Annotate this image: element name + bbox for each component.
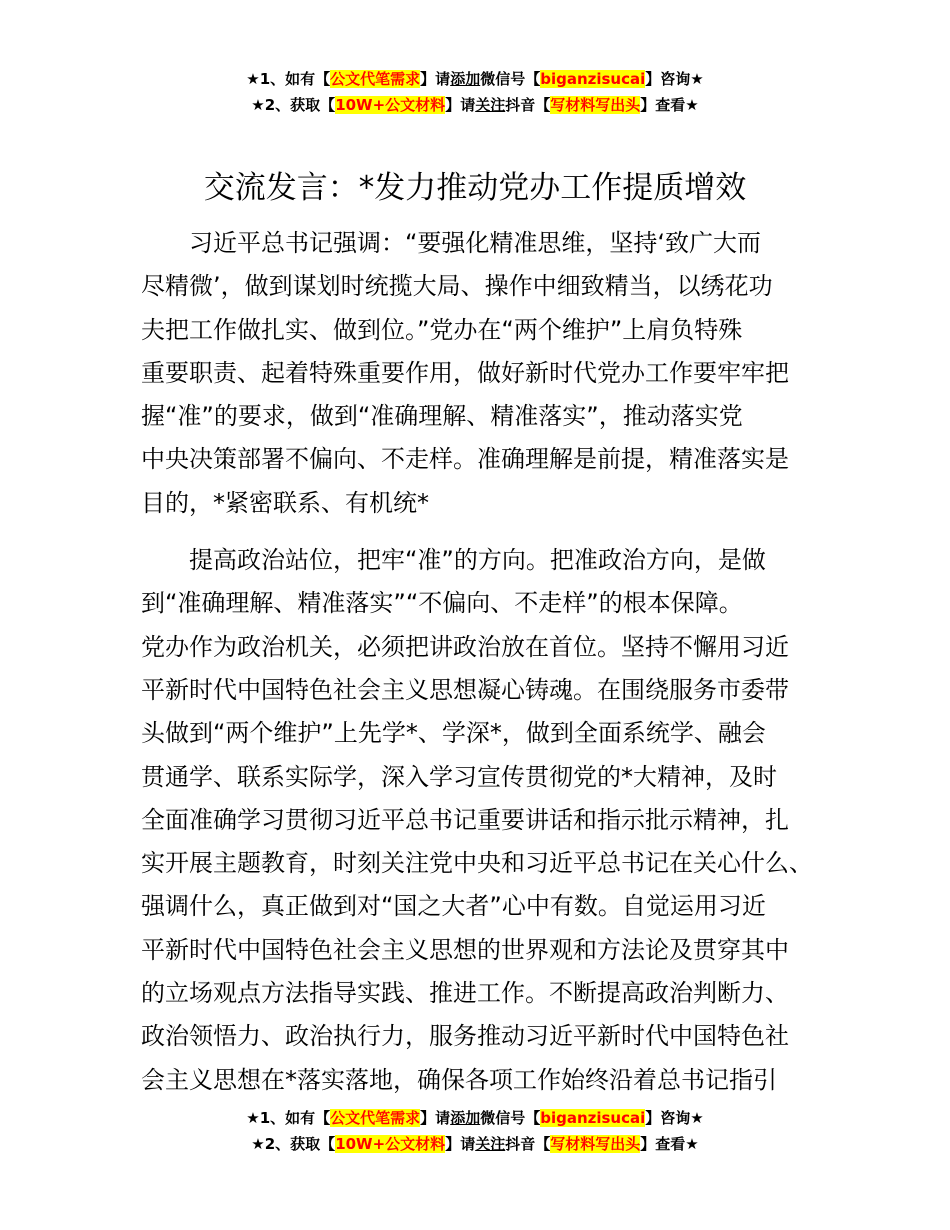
banner-line-2 [0,1131,950,1157]
banner-underlined: 关注 [475,96,506,114]
text-line: 平新时代中国特色社会主义思想的世界观和方法论及贯穿其中 [141,935,789,964]
text-line: 习近平总书记强调：“要强化精准思维，坚持‘致广大而 [189,229,762,257]
banner-highlight: 公文代笔需求 [330,1109,421,1127]
banner-highlight: 写材料写出头 [550,1135,641,1153]
banner-text: 】查看★ [640,1135,699,1153]
text-line: 强调什么，真正做到对“国之大者”心中有数。自觉运用习近 [141,892,766,921]
banner-text: 】请 [420,70,451,88]
banner-highlight: 10W+公文材料 [335,96,446,114]
banner-highlight: 10W+公文材料 [335,1135,446,1153]
text-line: 实开展主题教育，时刻关注党中央和习近平总书记在关心什么、 [141,849,813,878]
banner-text: 】请 [445,1135,476,1153]
text-line: 握“准”的要求，做到“准确理解、精准落实”，推动落实党 [141,402,743,431]
banner-text: ★2、获取【 [251,1135,336,1153]
banner-text: 】查看★ [640,96,699,114]
banner-highlight: 写材料写出头 [550,96,641,114]
text-line: 到“准确理解、精准落实”“不偏向、不走样”的根本保障。 [141,589,743,618]
banner-text: ★2、获取【 [251,96,336,114]
banner-highlight: 公文代笔需求 [330,70,421,88]
banner-text: ★1、如有【 [246,70,331,88]
footer-banner [0,1105,950,1157]
banner-text: 微信号【 [480,70,541,88]
banner-highlight: biganzisucai [540,70,646,88]
text-line: 政治领悟力、政治执行力，服务推动习近平新时代中国特色社 [141,1022,789,1051]
banner-underlined: 关注 [475,1135,506,1153]
text-line: 平新时代中国特色社会主义思想凝心铸魂。在围绕服务市委带 [141,675,789,704]
banner-text: 】请 [445,96,476,114]
banner-underlined: 添加 [450,1109,481,1127]
banner-line-1 [0,66,950,92]
text-line: 的立场观点方法指导实践、推进工作。不断提高政治判断力、 [141,979,789,1008]
text-line: 夫把工作做扎实、做到位。”党办在“两个维护”上肩负特殊 [141,315,743,344]
text-line: 提高政治站位，把牢“准”的方向。把准政治方向，是做 [189,546,766,575]
banner-text: 抖音【 [505,96,551,114]
banner-underlined: 添加 [450,70,481,88]
text-line: 会主义思想在*落实落地，确保各项工作始终沿着总书记指引 [141,1065,777,1094]
text-line: 目的，*紧密联系、有机统* [141,488,429,517]
text-line: 全面准确学习贯彻习近平总书记重要讲话和指示批示精神，扎 [141,805,789,834]
text-line: 贯通学、联系实际学，深入学习宣传贯彻党的*大精神，及时 [141,762,777,791]
banner-line-1 [0,1105,950,1131]
text-line: 重要职责、起着特殊重要作用，做好新时代党办工作要牢牢把 [141,358,789,387]
banner-text: 】咨询★ [645,70,704,88]
text-line: 头做到“两个维护”上先学*、学深*，做到全面系统学、融会 [141,719,766,748]
paragraph-1 [141,222,817,525]
banner-line-2 [0,92,950,118]
banner-highlight: biganzisucai [540,1109,646,1127]
document-body [141,222,817,1102]
paragraph-2 [141,539,817,1102]
text-line: 党办作为政治机关，必须把讲政治放在首位。坚持不懈用习近 [141,632,789,661]
banner-text: 抖音【 [505,1135,551,1153]
header-banner [0,66,950,118]
text-line: 中央决策部署不偏向、不走样。准确理解是前提，精准落实是 [141,445,789,474]
banner-text: 】咨询★ [645,1109,704,1127]
text-line: 尽精微’，做到谋划时统揽大局、操作中细致精当，以绣花功 [141,272,773,301]
banner-text: 微信号【 [480,1109,541,1127]
document-title: 交流发言：*发力推动党办工作提质增效 [203,170,747,206]
banner-text: 】请 [420,1109,451,1127]
banner-text: ★1、如有【 [246,1109,331,1127]
